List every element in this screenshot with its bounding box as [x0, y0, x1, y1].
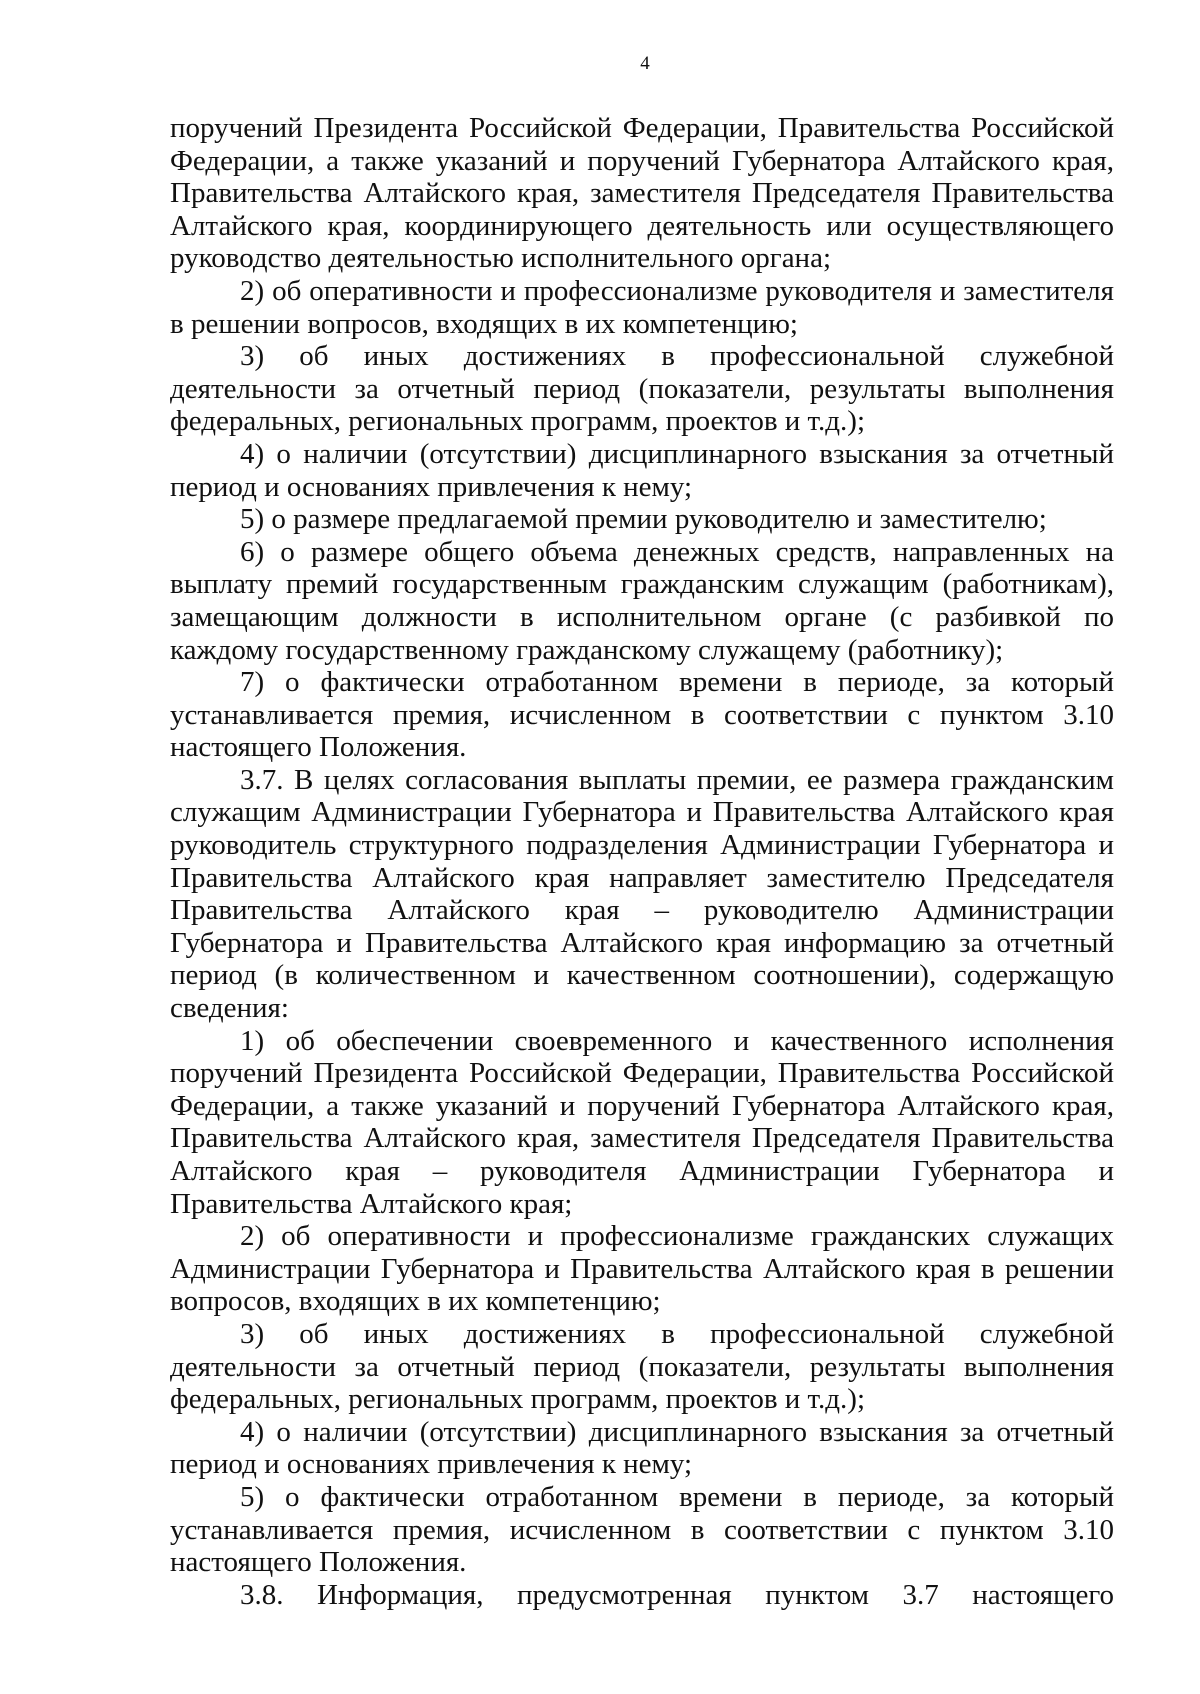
- paragraph-section-3-8: 3.8. Информация, предусмотренная пунктом 3.7 настоящего: [240, 1578, 1114, 1611]
- paragraph-3-7-item-2: 2) об оперативности и профессионализме гражданских служащих Администрации Губернатора и Правительства Алтайского края в решении вопросов, входящих в их компетенцию;: [170, 1220, 1114, 1318]
- paragraph-continuation: поручений Президента Российской Федерации, Правительства Российской Федерации, а также указаний и поручений Губернатора Алтайского края, Правительства Алтайского края, заместителя Председателя Правительства Алтайского края, координирующего деятельность или осуществляющего руководство деятельностью исполнительного органа;: [170, 112, 1114, 275]
- paragraph-3-7-item-1: 1) об обеспечении своевременного и качественного исполнения поручений Президента Российской Федерации, Правительства Российской Федерации, а также указаний и поручений Губернатора Алтайского края, Правительства Алтайского края, заместителя Председателя Правительства Алтайского края – руководителя Администрации Губернатора и Правительства Алтайского края;: [170, 1024, 1114, 1220]
- paragraph-section-3-7: 3.7. В целях согласования выплаты премии, ее размера гражданским служащим Администрации Губернатора и Правительства Алтайского края руководитель структурного подразделения Администрации Губернатора и Правительства Алтайского края направляет заместителю Председателя Правительства Алтайского края – руководителю Администрации Губернатора и Правительства Алтайского края информацию за отчетный период (в количественном и качественном соотношении), содержащую сведения:: [170, 763, 1114, 1025]
- document-body: [170, 112, 1114, 1611]
- paragraph-item-4: 4) о наличии (отсутствии) дисциплинарного взыскания за отчетный период и основаниях привлечения к нему;: [170, 437, 1114, 503]
- paragraph-item-3: 3) об иных достижениях в профессиональной служебной деятельности за отчетный период (показатели, результаты выполнения федеральных, региональных программ, проектов и т.д.);: [170, 340, 1114, 438]
- paragraph-item-2: 2) об оперативности и профессионализме руководителя и заместителя в решении вопросов, входящих в их компетенцию;: [170, 274, 1114, 340]
- paragraph-3-7-item-3: 3) об иных достижениях в профессиональной служебной деятельности за отчетный период (показатели, результаты выполнения федеральных, региональных программ, проектов и т.д.);: [170, 1317, 1114, 1416]
- paragraph-item-6: 6) о размере общего объема денежных средств, направленных на выплату премий государственным гражданским служащим (работникам), замещающим должности в исполнительном органе (с разбивкой по каждому государственному гражданскому служащему (работнику);: [170, 535, 1114, 666]
- paragraph-item-5: 5) о размере предлагаемой премии руководителю и заместителю;: [240, 503, 1047, 536]
- paragraph-3-7-item-5: 5) о фактически отработанном времени в периоде, за который устанавливается премия, исчисленном в соответствии с пунктом 3.10 настоящего Положения.: [170, 1480, 1114, 1579]
- paragraph-item-7: 7) о фактически отработанном времени в периоде, за который устанавливается премия, исчисленном в соответствии с пунктом 3.10 настоящего Положения.: [170, 666, 1114, 764]
- paragraph-3-7-item-4: 4) о наличии (отсутствии) дисциплинарного взыскания за отчетный период и основаниях привлечения к нему;: [170, 1415, 1114, 1481]
- page-number: 4: [640, 53, 650, 74]
